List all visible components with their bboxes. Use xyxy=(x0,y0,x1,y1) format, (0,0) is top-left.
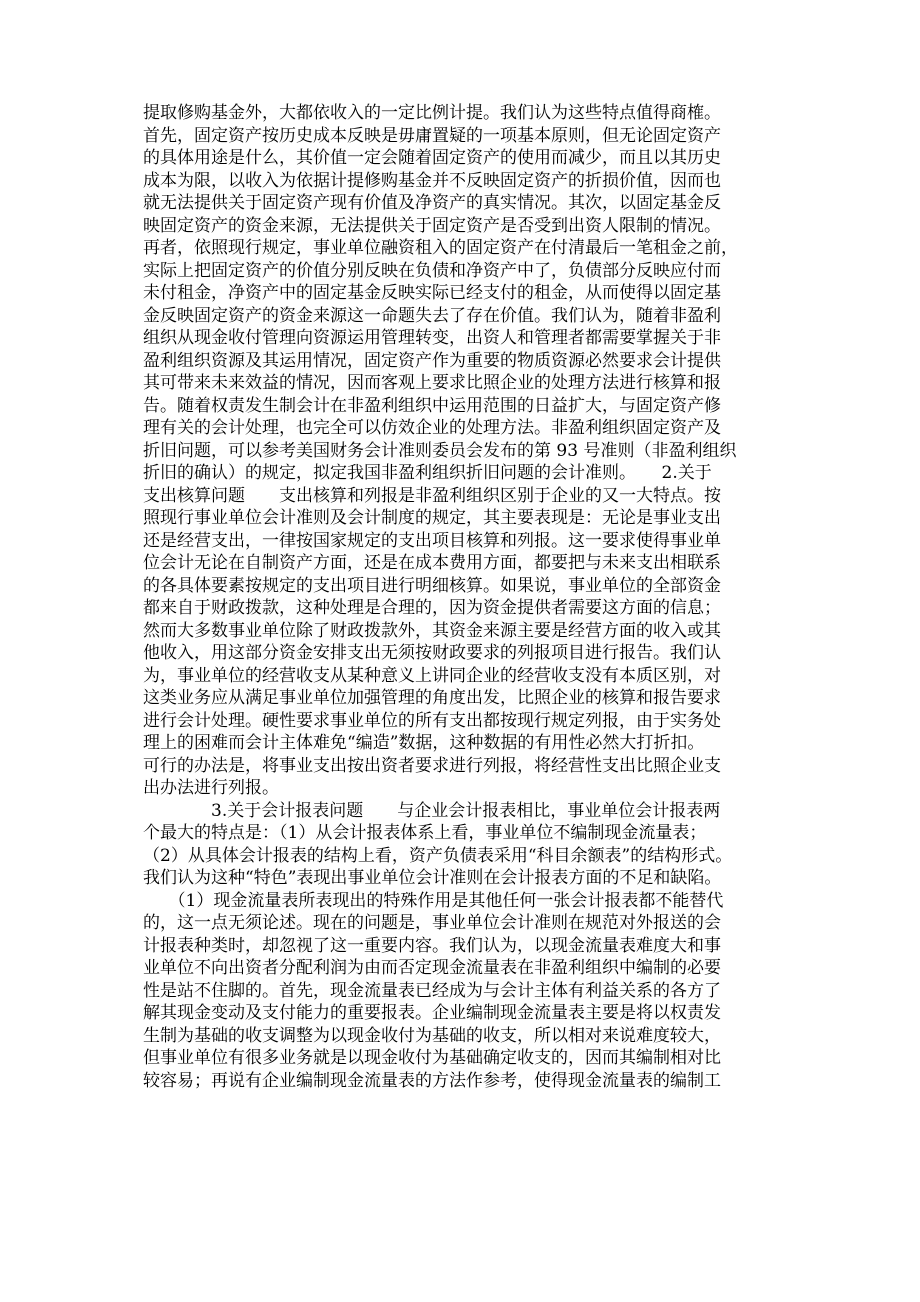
text-line: 他收入，用这部分资金安排支出无须按财政要求的列报项目进行报告。我们认 xyxy=(143,643,721,663)
text-line: 照现行事业单位会计准则及会计制度的规定，其主要表现是：无论是事业支出 xyxy=(143,508,721,528)
text-line: 实际上把固定资产的价值分别反映在负债和净资产中了，负债部分反映应付而 xyxy=(143,260,721,281)
text-line: 的具体用途是什么，其价值一定会随着固定资产的使用而减少，而且以其历史 xyxy=(143,148,721,168)
text-line: 我们认为这种“特色”表现出事业单位会计准则在会计报表方面的不足和缺陷。 xyxy=(143,868,722,888)
body-text xyxy=(143,102,783,1092)
text-line: 业单位不向出资者分配利润为由而否定现金流量表在非盈利组织中编制的必要 xyxy=(143,958,721,978)
text-line: 较容易；再说有企业编制现金流量表的方法作参考，使得现金流量表的编制工 xyxy=(143,1070,721,1091)
text-line: （1）现金流量表所表现出的特殊作用是其他任何一张会计报表都不能替代 xyxy=(143,890,724,911)
text-line: 未付租金，净资产中的固定基金反映实际已经支付的租金，从而使得以固定基 xyxy=(143,283,721,303)
text-line: 可行的办法是，将事业支出按出资者要求进行列报，将经营性支出比照企业支 xyxy=(143,755,721,776)
text-line: 映固定资产的资金来源，无法提供关于固定资产是否受到出资人限制的情况。 xyxy=(143,215,721,236)
text-line: 生制为基础的收支调整为以现金收付为基础的收支，所以相对来说难度较大， xyxy=(143,1025,721,1046)
text-line: 进行会计处理。硬性要求事业单位的所有支出都按现行规定列报，由于实务处 xyxy=(143,710,721,731)
text-line: 解其现金变动及支付能力的重要报表。企业编制现金流量表主要是将以权责发 xyxy=(143,1003,721,1023)
text-line: 就无法提供关于固定资产现有价值及净资产的真实情况。其次，以固定基金反 xyxy=(143,193,721,213)
text-line: 出办法进行列报。 xyxy=(143,778,279,798)
text-line: 但事业单位有很多业务就是以现金收付为基础确定收支的，因而其编制相对比 xyxy=(143,1048,721,1068)
text-line: 为，事业单位的经营收支从某种意义上讲同企业的经营收支没有本质区别，对 xyxy=(143,665,721,686)
text-line: （2）从具体会计报表的结构上看，资产负债表采用“科目余额表”的结构形式。 xyxy=(143,845,733,866)
text-line: 都来自于财政拨款，这种处理是合理的，因为资金提供者需要这方面的信息； xyxy=(143,598,721,618)
text-line: 折旧问题，可以参考美国财务会计准则委员会发布的第 93 号准则（非盈利组织 xyxy=(143,440,737,461)
text-line: 的各具体要素按规定的支出项目进行明细核算。如果说，事业单位的全部资金 xyxy=(143,575,721,596)
text-line: 位会计无论在自制资产方面，还是在成本费用方面，都要把与未来支出相联系 xyxy=(143,553,721,573)
text-line: 支出核算问题 支出核算和列报是非盈利组织区别于企业的又一大特点。按 xyxy=(143,485,721,506)
text-line: 3.关于会计报表问题 与企业会计报表相比，事业单位会计报表两 xyxy=(143,800,721,821)
text-line: 金反映固定资产的资金来源这一命题失去了存在价值。我们认为，随着非盈利 xyxy=(143,305,721,326)
text-line: 个最大的特点是：（1）从会计报表体系上看，事业单位不编制现金流量表； xyxy=(143,823,707,843)
text-line: 组织从现金收付管理向资源运用管理转变，出资人和管理者都需要掌握关于非 xyxy=(143,328,721,348)
text-line: 然而大多数事业单位除了财政拨款外，其资金来源主要是经营方面的收入或其 xyxy=(143,620,721,641)
text-line: 折旧的确认）的规定，拟定我国非盈利组织折旧问题的会计准则。 2.关于 xyxy=(143,463,712,483)
text-line: 成本为限，以收入为依据计提修购基金并不反映固定资产的折损价值，因而也 xyxy=(143,170,721,191)
text-line: 提取修购基金外，大都依收入的一定比例计提。我们认为这些特点值得商榷。 xyxy=(143,103,721,123)
text-line: 再者，依照现行规定，事业单位融资租入的固定资产在付清最后一笔租金之前， xyxy=(143,238,738,258)
text-line: 其可带来未来效益的情况，因而客观上要求比照企业的处理方法进行核算和报 xyxy=(143,373,721,393)
text-line: 计报表种类时，却忽视了这一重要内容。我们认为，以现金流量表难度大和事 xyxy=(143,935,721,956)
text-line: 还是经营支出，一律按国家规定的支出项目核算和列报。这一要求使得事业单 xyxy=(143,530,721,551)
text-line: 首先，固定资产按历史成本反映是毋庸置疑的一项基本原则，但无论固定资产 xyxy=(143,125,721,146)
text-line: 理上的困难而会计主体难免“编造”数据，这种数据的有用性必然大打折扣。 xyxy=(143,733,705,753)
text-line: 告。随着权责发生制会计在非盈利组织中运用范围的日益扩大，与固定资产修 xyxy=(143,395,721,416)
text-line: 盈利组织资源及其运用情况，固定资产作为重要的物质资源必然要求会计提供 xyxy=(143,350,721,371)
text-line: 性是站不住脚的。首先，现金流量表已经成为与会计主体有利益关系的各方了 xyxy=(143,980,721,1001)
text-line: 这类业务应从满足事业单位加强管理的角度出发，比照企业的核算和报告要求 xyxy=(143,688,721,708)
text-line: 的，这一点无须论述。现在的问题是，事业单位会计准则在规范对外报送的会 xyxy=(143,913,721,933)
text-line: 理有关的会计处理，也完全可以仿效企业的处理方法。非盈利组织固定资产及 xyxy=(143,418,721,438)
